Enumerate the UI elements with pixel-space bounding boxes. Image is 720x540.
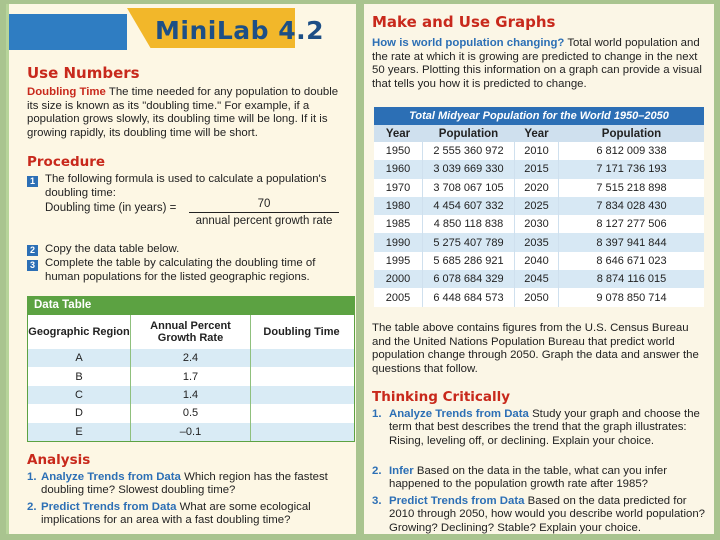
data-table — [27, 296, 355, 442]
population-cell-2: 7 834 028 430 — [558, 197, 704, 215]
year-cell: 2000 — [385, 273, 411, 286]
formula-numerator: 70 — [257, 198, 271, 210]
population-cell-2: 6 812 009 338 — [558, 142, 704, 160]
population-cell: 4 850 118 838 — [422, 215, 514, 233]
population-cell-2: 8 874 116 015 — [558, 270, 704, 288]
population-cell: 4 454 607 332 — [422, 197, 514, 215]
col-header-growth: Annual Percent Growth Rate — [130, 315, 250, 349]
year-cell-2: 2030 — [514, 215, 558, 233]
list-number: 1. — [27, 471, 37, 483]
table-row — [374, 288, 704, 306]
make-graphs-question: How is world population changing? — [372, 37, 565, 49]
formula-fraction — [189, 198, 339, 227]
procedure-step-1: The following formula is used to calculate a population's doubling time: — [45, 173, 327, 199]
thinking-item-3-label: Predict Trends from Data — [389, 495, 525, 507]
growth-cell: 1.4 — [130, 386, 250, 404]
table-row — [28, 423, 354, 441]
table-row — [374, 197, 704, 215]
year-cell-2: 2050 — [514, 288, 558, 306]
population-cell: 6 078 684 329 — [422, 270, 514, 288]
use-numbers-text: The time needed for any population to double its size is known as its "doubling time." For example, if a population grows slowly, its doubling time will be long. If it is growing rapidly, its doubling time will be short. — [27, 86, 339, 139]
doubling-cell — [250, 349, 352, 367]
table-row — [28, 386, 354, 404]
population-cell: 5 275 407 789 — [422, 233, 514, 251]
thinking-item-2-text: Based on the data in the table, what can you infer happened to the population growth rate after 1985? — [389, 465, 667, 491]
year-cell-2: 2040 — [514, 252, 558, 270]
analysis-item-2-label: Predict Trends from Data — [41, 501, 177, 513]
year-cell-2: 2045 — [514, 270, 558, 288]
year-cell: 1995 — [385, 254, 411, 267]
table-note: The table above contains figures from the U.S. Census Bureau and the United Nations Population Bureau that predict world population change through 2050. Graph the data and answer the questions that follow. — [372, 322, 699, 375]
make-graphs-paragraph — [372, 37, 706, 91]
table-row — [374, 215, 704, 233]
year-cell-2: 2025 — [514, 197, 558, 215]
table-row — [28, 349, 354, 367]
col-header-doubling: Doubling Time — [250, 315, 352, 349]
procedure-heading: Procedure — [27, 154, 106, 170]
list-number: 1. — [372, 408, 382, 420]
population-cell: 3 708 067 105 — [422, 179, 514, 197]
year-cell-2: 2020 — [514, 179, 558, 197]
population-cell-2: 7 515 218 898 — [558, 179, 704, 197]
year-cell: 2005 — [385, 291, 411, 304]
analysis-item-2 — [27, 501, 351, 528]
analysis-item-2-text: What are some ecological implications for an area with a fast doubling time? — [41, 501, 311, 527]
region-cell: C — [75, 388, 83, 401]
formula-lhs: Doubling time (in years) = — [45, 202, 177, 214]
growth-cell: –0.1 — [130, 423, 250, 441]
year-cell: 1980 — [385, 200, 411, 213]
thinking-item-1-label: Analyze Trends from Data — [389, 408, 529, 420]
year-cell: 1950 — [385, 145, 411, 158]
table-row — [374, 179, 704, 197]
doubling-time-term: Doubling Time — [27, 86, 106, 98]
year-cell: 1960 — [385, 163, 411, 176]
analysis-heading: Analysis — [27, 452, 91, 468]
col-header-population-2: Population — [558, 125, 704, 142]
make-graphs-heading: Make and Use Graphs — [372, 13, 556, 31]
table-row — [374, 233, 704, 251]
analysis-item-1-label: Analyze Trends from Data — [41, 471, 181, 483]
analysis-item-1-text: Which region has the fastest doubling time? Slowest doubling time? — [41, 471, 328, 497]
population-table-header-row — [374, 125, 704, 142]
year-cell: 1985 — [385, 218, 411, 231]
population-cell-2: 9 078 850 714 — [558, 288, 704, 306]
data-table-header-row — [28, 315, 354, 349]
thinking-item-3-text: Based on the data predicted for 2010 through 2050, how would you describe world population? Growing? Declining? Stable? Explain your choice. — [389, 495, 705, 534]
population-cell: 3 039 669 330 — [422, 160, 514, 178]
thinking-item-2-label: Infer — [389, 465, 414, 477]
table-row — [374, 252, 704, 270]
growth-cell: 0.5 — [130, 404, 250, 422]
procedure-step-2: Copy the data table below. — [45, 243, 180, 255]
thinking-item-1 — [372, 408, 706, 448]
use-numbers-paragraph — [27, 86, 349, 140]
formula-denominator: annual percent growth rate — [195, 215, 333, 227]
use-numbers-heading: Use Numbers — [27, 64, 140, 82]
list-number: 3. — [372, 495, 382, 507]
population-cell-2: 8 397 941 844 — [558, 233, 704, 251]
population-cell-2: 8 127 277 506 — [558, 215, 704, 233]
region-cell: D — [75, 407, 83, 420]
right-page — [364, 4, 714, 534]
growth-cell: 2.4 — [130, 349, 250, 367]
year-cell: 1970 — [385, 181, 411, 194]
col-header-year-2: Year — [514, 125, 558, 142]
left-page — [6, 4, 356, 534]
region-cell: B — [75, 370, 83, 383]
doubling-cell — [250, 386, 352, 404]
population-table-title: Total Midyear Population for the World 1950–2050 — [374, 107, 704, 125]
list-number: 2. — [27, 501, 37, 513]
analysis-item-1 — [27, 471, 351, 498]
fraction-bar — [189, 212, 339, 213]
step-2-marker: 2 — [27, 245, 38, 256]
thinking-item-1-text: Study your graph and choose the term that best describes the trend that the graph illustrates: Rising, leveling off, or declining. Explain your choice. — [389, 408, 700, 447]
region-cell: E — [75, 425, 83, 438]
table-row — [28, 367, 354, 385]
doubling-cell — [250, 404, 352, 422]
data-table-title: Data Table — [28, 297, 354, 315]
population-table — [374, 107, 704, 307]
year-cell-2: 2010 — [514, 142, 558, 160]
doubling-cell — [250, 423, 352, 441]
col-header-year: Year — [374, 125, 422, 142]
table-row — [28, 404, 354, 422]
year-cell-2: 2035 — [514, 233, 558, 251]
region-cell: A — [75, 352, 83, 365]
minilab-title: MiniLab 4.2 — [155, 16, 325, 45]
step-3-marker: 3 — [27, 260, 38, 271]
thinking-item-2 — [372, 465, 706, 492]
population-cell-2: 8 646 671 023 — [558, 252, 704, 270]
population-cell: 2 555 360 972 — [422, 142, 514, 160]
col-header-region: Geographic Region — [28, 315, 130, 349]
minilab-banner-bar — [9, 14, 127, 50]
table-row — [374, 160, 704, 178]
make-graphs-text: Total world population and the rate at which it is growing are predicted to change in the next 50 years. Plotting this information on a graph can provide a visual that tells you how it is predicted to change. — [372, 37, 702, 90]
col-header-population: Population — [422, 125, 514, 142]
population-cell: 6 448 684 573 — [422, 288, 514, 306]
growth-cell: 1.7 — [130, 367, 250, 385]
population-cell: 5 685 286 921 — [422, 252, 514, 270]
thinking-critically-heading: Thinking Critically — [372, 389, 511, 405]
list-number: 2. — [372, 465, 382, 477]
year-cell-2: 2015 — [514, 160, 558, 178]
table-row — [374, 142, 704, 160]
table-row — [374, 270, 704, 288]
year-cell: 1990 — [385, 236, 411, 249]
thinking-item-3 — [372, 495, 706, 534]
population-table-body — [374, 142, 704, 307]
doubling-cell — [250, 367, 352, 385]
population-cell-2: 7 171 736 193 — [558, 160, 704, 178]
step-1-marker: 1 — [27, 176, 38, 187]
procedure-step-3: Complete the table by calculating the doubling time of human populations for the listed geographic regions. — [45, 257, 316, 283]
